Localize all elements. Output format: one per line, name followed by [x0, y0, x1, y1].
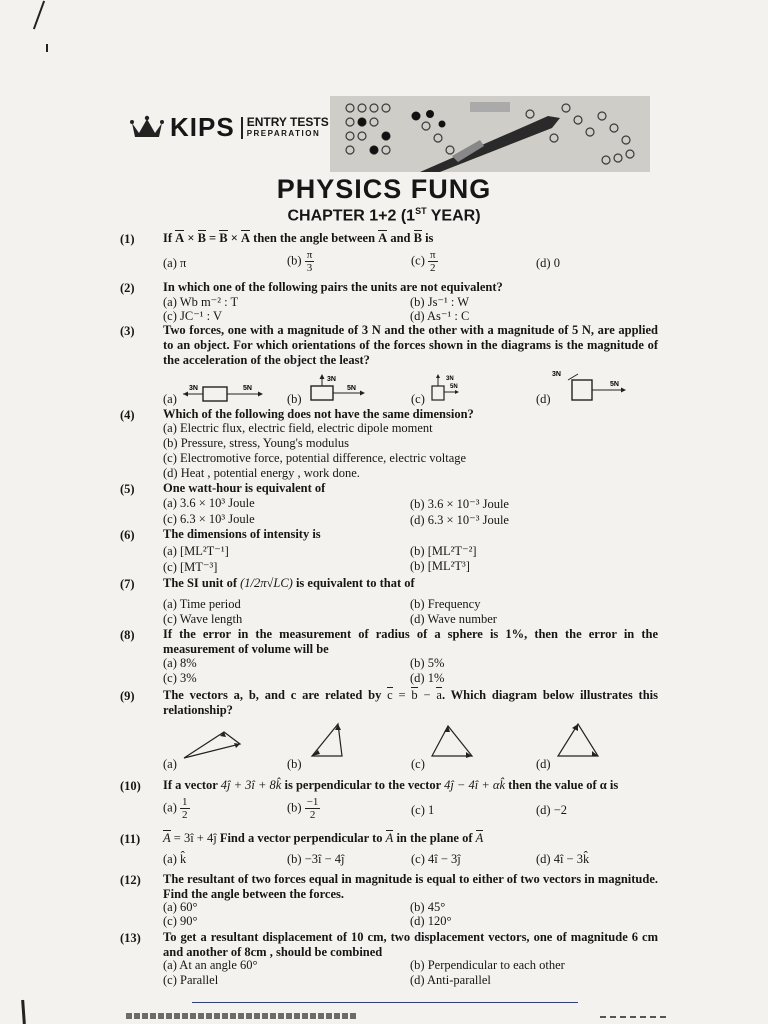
force-diagram-d: [548, 368, 658, 404]
option-a: (a) 8%: [163, 656, 197, 670]
question-text: The SI unit of (1/2π√LC) is equivalent to that of: [163, 576, 415, 590]
option-d: (d): [536, 392, 551, 406]
question-number: (7): [120, 577, 135, 591]
question-text: Two forces, one with a magnitude of 3 N and the other with a magnitude of 5 N, are applied to an object. For which orientations of the forces shown in the diagrams is the magnitude of the acceleration of the object the least?: [163, 323, 658, 367]
option-a: (a) Electric flux, electric field, electric dipole moment: [163, 421, 433, 435]
option-b: (b) [ML²T⁻²]: [410, 544, 477, 558]
option-b: (b) 3.6 × 10⁻³ Joule: [410, 497, 509, 511]
option-a: (a) $\frac{1}{2}$: [163, 796, 188, 821]
vector-diagram-b: [306, 720, 356, 762]
question-text: One watt-hour is equivalent of: [163, 481, 326, 495]
option-d: (d) 120°: [410, 914, 452, 928]
question-text: In which one of the following pairs the units are not equivalent?: [163, 280, 503, 294]
option-d: (d) Heat , potential energy , work done.: [163, 466, 360, 480]
pen-mark: [33, 1, 45, 30]
logo-text: KIPS: [170, 112, 235, 142]
question-text: If a vector 4ĵ + 3î + 8k̂ is perpendicular to the vector 4ĵ − 4î + αk̂ then the value of α is: [163, 778, 619, 792]
question-text: If A × B = B × A then the angle between A and B is: [163, 231, 434, 245]
option-b: (b) $\frac{-1}{2}$: [287, 796, 319, 821]
option-a: (a) k̂: [163, 852, 187, 866]
option-c: (c) 4î − 3ĵ: [411, 852, 461, 866]
vector-diagram-d: [552, 718, 608, 762]
svg-text:5N: 5N: [347, 385, 356, 392]
option-c: (c): [411, 757, 425, 771]
option-c: (c) 3%: [163, 671, 197, 685]
option-a: (a) 60°: [163, 900, 198, 914]
question-number: (5): [120, 482, 135, 496]
option-c: (c) $\frac{\pi}{2}$: [411, 249, 436, 274]
divider: [192, 1002, 578, 1003]
question-number: (4): [120, 408, 135, 422]
option-c: (c) Electromotive force, potential difference, electric voltage: [163, 451, 467, 465]
option-c: (c) 90°: [163, 914, 198, 928]
option-a: (a) Wb m⁻² : T: [163, 295, 239, 309]
option-b: (b) Perpendicular to each other: [410, 958, 565, 972]
question-text: Which of the following does not have the same dimension?: [163, 407, 474, 421]
option-d: (d) 4î − 3k̂: [536, 852, 590, 866]
force-diagram-a: [183, 382, 263, 402]
vector-diagram-c: [428, 720, 478, 762]
svg-text:3N: 3N: [552, 371, 561, 378]
question-number: (10): [120, 779, 141, 793]
kips-logo: [130, 112, 329, 143]
option-c: (c) 1: [411, 803, 435, 817]
question-number: (1): [120, 232, 135, 246]
option-d: (d) As⁻¹ : C: [410, 309, 470, 323]
svg-text:3N: 3N: [327, 376, 336, 383]
option-a: (a) π: [163, 256, 187, 270]
option-c: (c) JC⁻¹ : V: [163, 309, 223, 323]
question-number: (12): [120, 873, 141, 887]
option-b: (b) $\frac{\pi}{3}$: [287, 249, 313, 274]
option-a: (a): [163, 757, 177, 771]
option-a: (a) At an angle 60°: [163, 958, 258, 972]
option-b: (b) Pressure, stress, Young's modulus: [163, 436, 349, 450]
crown-icon: [130, 115, 164, 141]
option-c: (c) Wave length: [163, 612, 243, 626]
option-a: (a) 3.6 × 10³ Joule: [163, 496, 255, 510]
option-b: (b): [287, 392, 302, 406]
option-a: (a): [163, 392, 177, 406]
option-d: (d) 1%: [410, 671, 445, 685]
option-d: (b) [ML²T³]: [410, 559, 470, 573]
question-number: (6): [120, 528, 135, 542]
svg-text:5N: 5N: [450, 384, 458, 390]
option-b: (b) 45°: [410, 900, 446, 914]
option-d: (d): [536, 757, 551, 771]
question-text: To get a resultant displacement of 10 cm, two displacement vectors, one of magnitude 6 cm and another of 8cm , should be combined: [163, 930, 658, 959]
logo-subtitle: ENTRY TESTS PREPARATION: [241, 117, 329, 139]
svg-text:3N: 3N: [189, 385, 198, 392]
option-c: (c) Parallel: [163, 973, 219, 987]
question-number: (2): [120, 281, 135, 295]
question-number: (8): [120, 628, 135, 642]
option-d: (d) 0: [536, 256, 560, 270]
option-b: (b) −3î − 4ĵ: [287, 852, 345, 866]
question-number: (9): [120, 689, 135, 703]
divider: [600, 1016, 670, 1018]
answer-sheet-image: [330, 96, 650, 172]
svg-text:5N: 5N: [610, 381, 619, 388]
force-diagram-c: [428, 372, 468, 402]
chapter-subtitle: CHAPTER 1+2 (1ST YEAR): [287, 206, 481, 225]
option-b: (b) 5%: [410, 656, 445, 670]
svg-text:3N: 3N: [446, 376, 454, 382]
svg-text:5N: 5N: [243, 385, 252, 392]
option-c: (c) 6.3 × 10³ Joule: [163, 512, 255, 526]
question-text: A = 3î + 4ĵ Find a vector perpendicular to A in the plane of A: [163, 831, 484, 845]
option-a: (a) Time period: [163, 597, 241, 611]
option-b: (b) Js⁻¹ : W: [410, 295, 470, 309]
page-title: PHYSICS FUNG: [276, 174, 492, 204]
question-text: The resultant of two forces equal in magnitude is equal to either of two vectors in magnitude. Find the angle between the forces.: [163, 872, 658, 901]
force-diagram-b: [305, 374, 365, 402]
option-d: (d) 6.3 × 10⁻³ Joule: [410, 513, 509, 527]
question-text: The vectors a, b, and c are related by c = b − a. Which diagram below illustrates this relationship?: [163, 688, 658, 717]
option-d: (d) Wave number: [410, 612, 497, 626]
footer: [126, 1013, 356, 1019]
option-a: (a) [ML²T⁻¹]: [163, 544, 229, 558]
question-number: (13): [120, 931, 141, 945]
option-d: (d) −2: [536, 803, 567, 817]
question-number: (11): [120, 832, 141, 846]
option-b: (b): [287, 757, 302, 771]
pen-mark: [46, 44, 48, 52]
question-number: (3): [120, 324, 135, 338]
option-c: (c) [MT⁻³]: [163, 560, 218, 574]
question-text: The dimensions of intensity is: [163, 527, 321, 541]
vector-diagram-a: [180, 724, 244, 764]
option-c: (c): [411, 392, 425, 406]
option-b: (b) Frequency: [410, 597, 481, 611]
pen-mark: [21, 1000, 26, 1024]
option-d: (d) Anti-parallel: [410, 973, 491, 987]
question-text: If the error in the measurement of radius of a sphere is 1%, then the error in the measurement of volume will be: [163, 627, 658, 656]
